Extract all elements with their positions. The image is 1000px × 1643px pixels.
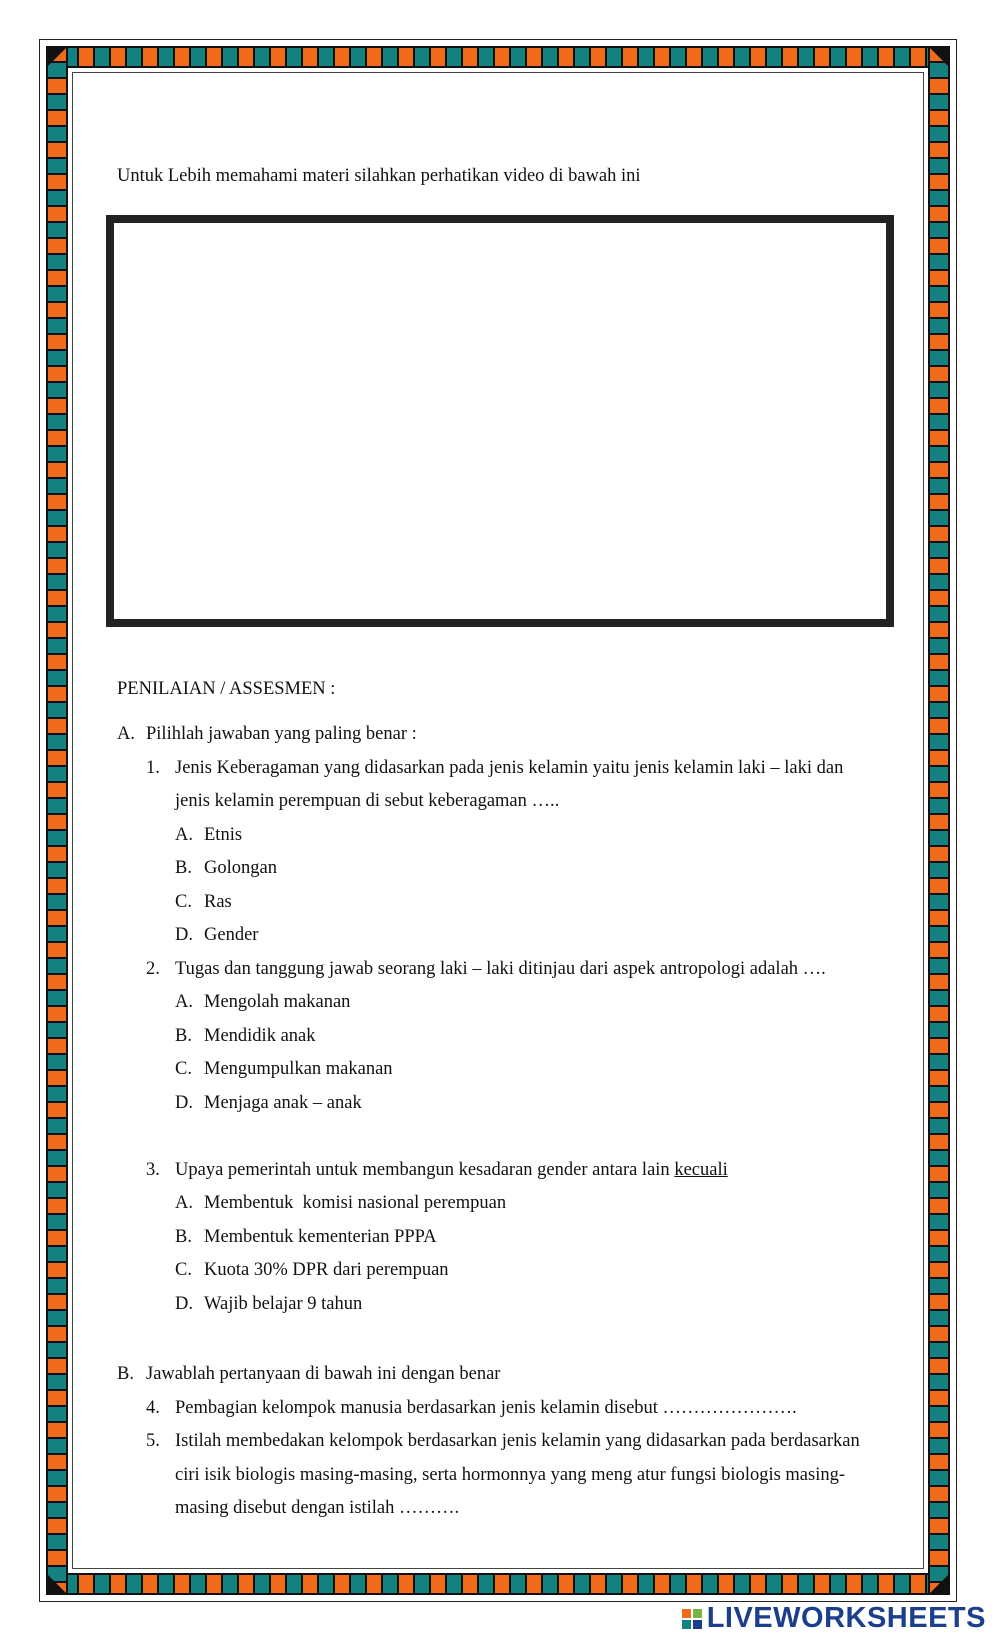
section-b bbox=[117, 1358, 877, 1526]
question-text bbox=[175, 1154, 877, 1188]
frame-left-border bbox=[46, 47, 68, 1594]
frame-top-border bbox=[47, 46, 949, 68]
option-letter: B. bbox=[175, 1226, 192, 1247]
option-letter: D. bbox=[175, 925, 193, 945]
option-text: Membentuk komisi nasional perempuan bbox=[204, 1193, 507, 1213]
option-letter: D. bbox=[175, 1293, 193, 1314]
question-text: Tugas dan tanggung jawab seorang laki – laki ditinjau dari aspek antropologi adalah …. bbox=[175, 958, 826, 979]
option-letter: C. bbox=[175, 891, 192, 912]
option-c[interactable] bbox=[175, 1053, 877, 1087]
option-c[interactable] bbox=[175, 1254, 877, 1288]
section-b-letter: B. bbox=[117, 1364, 134, 1384]
question-text-main: Upaya pemerintah untuk membangun kesadaran gender antara lain bbox=[175, 1159, 670, 1180]
option-a[interactable] bbox=[175, 819, 877, 853]
question-number: 3. bbox=[146, 1159, 160, 1180]
brand-name: LIVEWORKSHEETS bbox=[706, 1602, 986, 1634]
question-4 bbox=[146, 1392, 877, 1426]
option-b[interactable] bbox=[175, 1221, 877, 1255]
question-text[interactable]: Istilah membedakan kelompok berdasarkan jenis kelamin yang didasarkan pada berdasarkan ciri isik biologis masing-masing, serta hormonnya yang meng atur fungsi biologis masing-masing disebut dengan istilah ………. bbox=[175, 1431, 860, 1518]
section-a-title bbox=[117, 718, 877, 752]
option-d[interactable] bbox=[175, 1087, 877, 1121]
option-text: Wajib belajar 9 tahun bbox=[204, 1293, 363, 1314]
option-text: Mengumpulkan makanan bbox=[204, 1059, 393, 1079]
option-text: Ras bbox=[204, 891, 232, 912]
option-text: Gender bbox=[204, 925, 259, 945]
option-letter: A. bbox=[175, 824, 193, 845]
section-a-title-text: Pilihlah jawaban yang paling benar : bbox=[146, 724, 417, 744]
section-a-letter: A. bbox=[117, 724, 135, 744]
brand-grid-icon bbox=[682, 1609, 702, 1629]
intro-text: Untuk Lebih memahami materi silahkan perhatikan video di bawah ini bbox=[117, 166, 641, 186]
section-b-title bbox=[117, 1358, 877, 1392]
section-b-questions bbox=[117, 1392, 877, 1526]
option-letter: B. bbox=[175, 858, 192, 878]
question-text[interactable]: Pembagian kelompok manusia berdasarkan jenis kelamin disebut …………………. bbox=[175, 1397, 797, 1418]
option-text: Mendidik anak bbox=[204, 1025, 316, 1046]
section-b-title-text: Jawablah pertanyaan di bawah ini dengan benar bbox=[146, 1364, 501, 1384]
option-text: Golongan bbox=[204, 858, 277, 878]
question-number: 5. bbox=[146, 1431, 160, 1451]
question-text-underlined: kecuali bbox=[674, 1159, 728, 1180]
option-letter: B. bbox=[175, 1025, 192, 1046]
liveworksheets-logo bbox=[682, 1602, 986, 1635]
option-letter: C. bbox=[175, 1059, 192, 1079]
option-letter: D. bbox=[175, 1092, 193, 1113]
option-letter: A. bbox=[175, 1193, 193, 1213]
option-d[interactable] bbox=[175, 919, 877, 953]
question-1-options bbox=[175, 819, 877, 953]
assessment-heading: PENILAIAN / ASSESMEN : bbox=[117, 679, 336, 699]
option-a[interactable] bbox=[175, 986, 877, 1020]
option-letter: C. bbox=[175, 1260, 192, 1280]
frame-bottom-border bbox=[47, 1573, 949, 1595]
question-2-options bbox=[175, 986, 877, 1120]
question-text: Jenis Keberagaman yang didasarkan pada jenis kelamin yaitu jenis kelamin laki – laki dan jenis kelamin perempuan di sebut keberagaman ….. bbox=[175, 757, 844, 811]
option-text: Membentuk kementerian PPPA bbox=[204, 1226, 437, 1247]
option-b[interactable] bbox=[175, 852, 877, 886]
question-1 bbox=[146, 752, 877, 953]
question-2 bbox=[146, 953, 877, 1154]
option-a[interactable] bbox=[175, 1187, 877, 1221]
question-3-options bbox=[175, 1187, 877, 1321]
option-text: Kuota 30% DPR dari perempuan bbox=[204, 1260, 449, 1280]
section-a-questions bbox=[117, 752, 877, 1322]
question-5 bbox=[146, 1425, 877, 1526]
option-text: Mengolah makanan bbox=[204, 992, 351, 1012]
option-b[interactable] bbox=[175, 1020, 877, 1054]
option-text: Etnis bbox=[204, 824, 243, 845]
option-text: Menjaga anak – anak bbox=[204, 1092, 362, 1113]
section-a bbox=[117, 718, 877, 1321]
option-d[interactable] bbox=[175, 1288, 877, 1322]
question-number: 4. bbox=[146, 1397, 160, 1418]
frame-right-border bbox=[928, 47, 950, 1594]
question-3 bbox=[146, 1154, 877, 1322]
option-c[interactable] bbox=[175, 886, 877, 920]
video-embed[interactable] bbox=[106, 215, 894, 627]
option-letter: A. bbox=[175, 992, 193, 1012]
question-number: 1. bbox=[146, 757, 160, 778]
question-number: 2. bbox=[146, 958, 160, 979]
